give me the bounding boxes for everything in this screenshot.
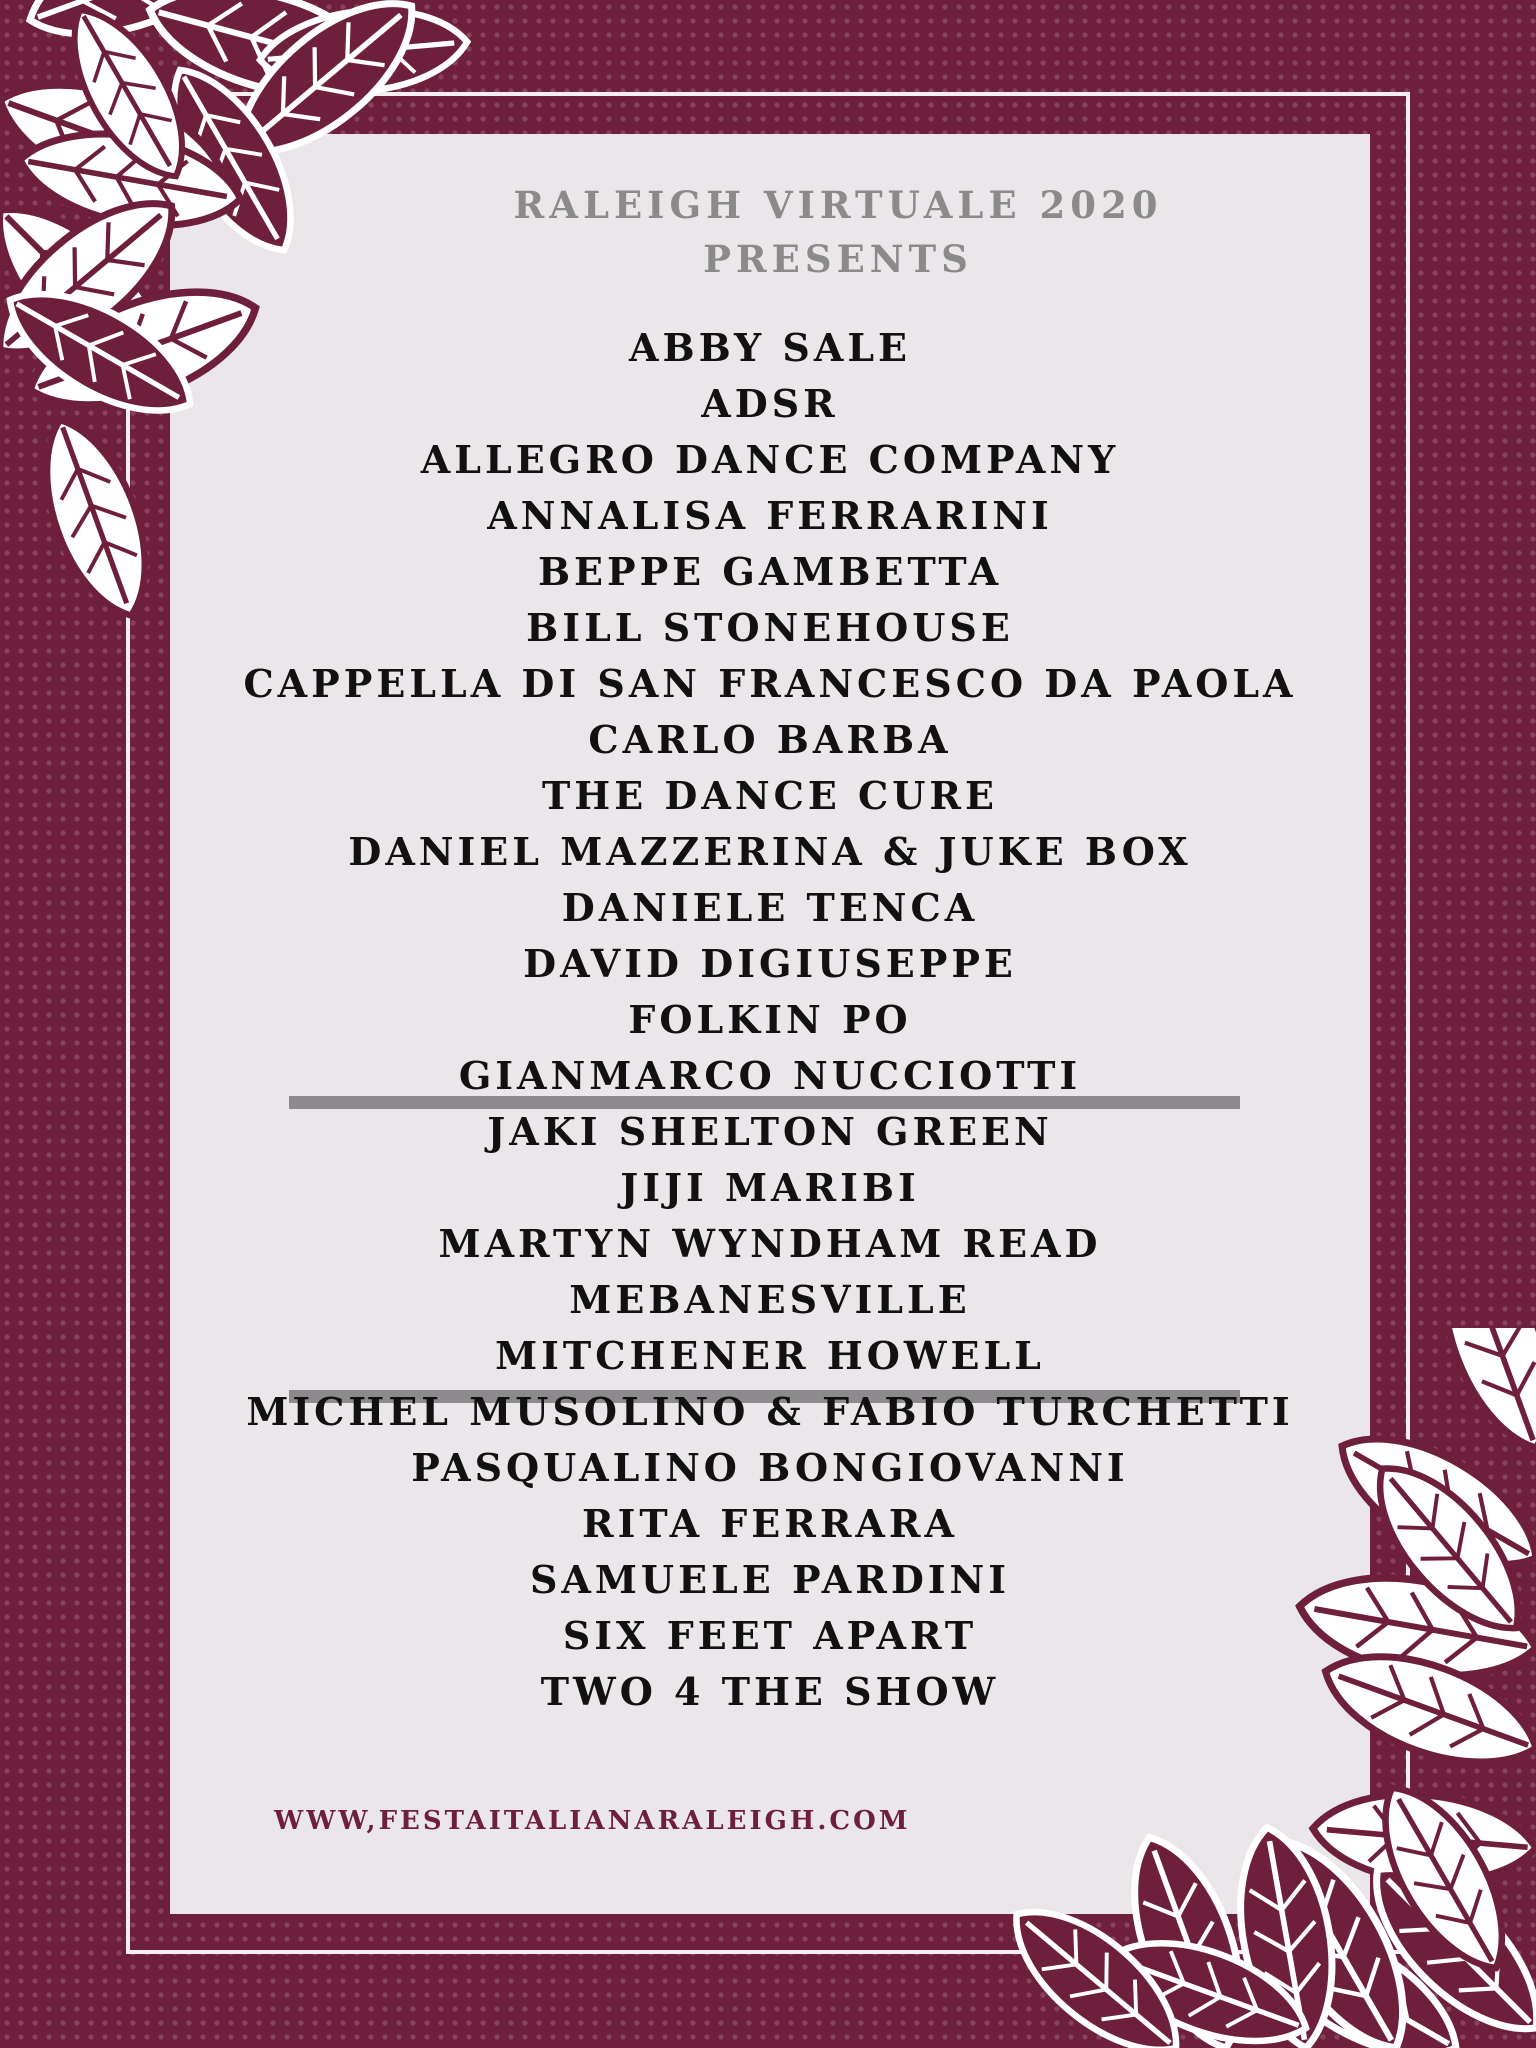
performer-item: GIANMARCO NUCCIOTTI: [458, 1053, 1082, 1098]
performer-item: PASQUALINO BONGIOVANNI: [411, 1445, 1129, 1490]
performer-item: CARLO BARBA: [588, 717, 952, 762]
performer-item: ABBY SALE: [628, 325, 912, 370]
performer-item: SIX FEET APART: [562, 1613, 978, 1658]
performer-item: ALLEGRO DANCE COMPANY: [420, 437, 1120, 482]
performer-item: RITA FERRARA: [582, 1501, 958, 1546]
performer-item: BILL STONEHOUSE: [526, 605, 1014, 650]
performer-item: BEPPE GAMBETTA: [537, 549, 1003, 594]
performer-item: TWO 4 THE SHOW: [540, 1669, 1000, 1714]
performer-item: DANIEL MAZZERINA & JUKE BOX: [348, 829, 1192, 874]
performer-item: MEBANESVILLE: [569, 1277, 971, 1322]
performer-item: DANIELE TENCA: [561, 885, 979, 930]
performer-item: DAVID DIGIUSEPPE: [523, 941, 1017, 986]
performer-item: SAMUELE PARDINI: [529, 1557, 1011, 1602]
performer-item: MICHEL MUSOLINO & FABIO TURCHETTI: [246, 1389, 1294, 1434]
website-link[interactable]: WWW,FESTAITALIANARALEIGH.COM: [274, 1806, 911, 1836]
performer-item: MARTYN WYNDHAM READ: [438, 1221, 1102, 1266]
performer-item: ADSR: [701, 381, 839, 426]
performer-list: [170, 320, 1370, 1720]
performer-item: JAKI SHELTON GREEN: [487, 1109, 1053, 1154]
event-title-line2: PRESENTS: [703, 237, 973, 281]
performer-item: JIJI MARIBI: [620, 1165, 920, 1210]
event-title-line1: RALEIGH VIRTUALE 2020: [513, 183, 1163, 227]
performer-item: THE DANCE CURE: [542, 773, 998, 818]
performer-item: MITCHENER HOWELL: [495, 1333, 1045, 1378]
performer-item: ANNALISA FERRARINI: [487, 493, 1053, 538]
performer-item: FOLKIN PO: [628, 997, 912, 1042]
performer-item: CAPPELLA DI SAN FRANCESCO DA PAOLA: [243, 661, 1297, 706]
